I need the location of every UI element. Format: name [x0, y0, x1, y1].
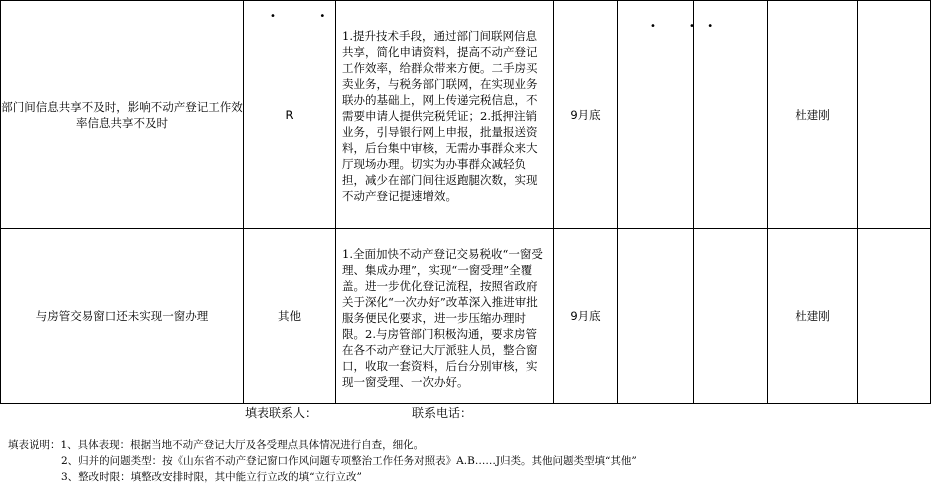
- empty-cell: [618, 229, 694, 404]
- measures-text: 1.全面加快不动产登记交易税收“一窗受理、集成办理”，实现“一窗受理”全覆盖。进一步优化登记流程，按照省政府关于深化“一次办好”改革深入推进审批服务便民化要求，进一步压缩办理时限。2.与房管部门积极沟通，要求房管在各不动产登记大厅派驻人员，整合窗口，收取一套资料，后台分别审核，实现一窗受理、一次办好。: [342, 246, 543, 389]
- empty-cell: [694, 1, 768, 229]
- table-row: [1, 1, 931, 229]
- notes-line-2: 2、归并的问题类型：按《山东省不动产登记窗口作风问题专项整治工作任务对照表》A.B……J归类。其他问题类型填“其他”: [61, 455, 637, 467]
- problem-cell: 部门间信息共享不及时，影响不动产登记工作效率信息共享不及时: [1, 1, 244, 229]
- notes-line-1: 填表说明：1、具体表现：根据当地不动产登记大厅及各受理点具体情况进行自查，细化。: [8, 439, 425, 451]
- responsible-person-cell: 杜建刚: [768, 229, 858, 404]
- problem-type-cell: 其他: [244, 229, 336, 404]
- scan-speck: • • •: [650, 21, 716, 32]
- deadline-cell: 9月底: [554, 229, 618, 404]
- problem-cell: 与房管交易窗口还未实现一窗办理: [1, 229, 244, 404]
- empty-cell: [694, 229, 768, 404]
- contact-person-label: 填表联系人：: [245, 406, 318, 420]
- measures-cell: [336, 1, 554, 229]
- measures-cell: [336, 229, 554, 404]
- empty-cell: [618, 1, 694, 229]
- responsible-person-cell: 杜建刚: [768, 1, 858, 229]
- problem-type-cell: R: [244, 1, 336, 229]
- table-row: [1, 229, 931, 404]
- empty-cell: [858, 1, 931, 229]
- scan-speck: • •: [270, 11, 328, 22]
- contact-phone-label: 联系电话：: [412, 406, 473, 420]
- measures-text: 1.提升技术手段，通过部门间联网信息共享，简化申请资料，提高不动产登记工作效率，给群众带来方便。二手房买卖业务，与税务部门联网，在实现业务联办的基础上，网上传递完税信息，不需要申请人提供完税凭证；2.抵押注销业务，引导银行网上申报，批量报送资料，后台集中审核，无需办事群众来大厅现场办理。切实为办事群众减轻负担，减少在部门间往返跑腿次数，实现不动产登记提速增效。: [342, 29, 538, 203]
- empty-cell: [858, 229, 931, 404]
- deadline-cell: 9月底: [554, 1, 618, 229]
- notes-line-3: 3、整改时限：填整改安排时限，其中能立行立改的填“立行立改”: [61, 471, 362, 483]
